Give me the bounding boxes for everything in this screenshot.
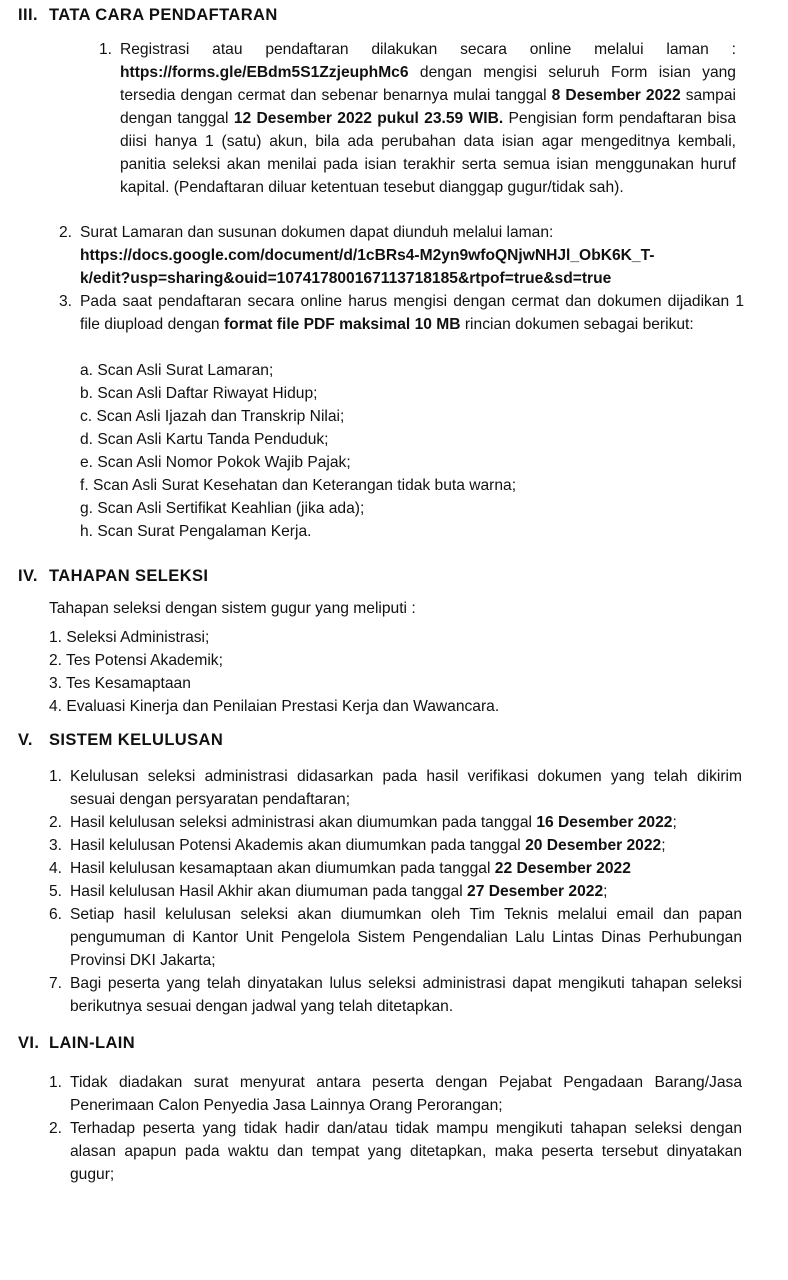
item-text: Pada saat pendaftaran secara online harus mengisi dengan cermat dan dokumen dijadikan 1 file diupload dengan bbox=[80, 293, 744, 333]
document-list-item: e. Scan Asli Nomor Pokok Wajib Pajak; bbox=[80, 454, 351, 471]
item-text: Terhadap peserta yang tidak hadir dan/atau tidak mampu mengikuti tahapan seleksi dengan alasan apapun pada waktu dan tempat yang ditetapkan, maka peserta tersebut dinyatakan gugur; bbox=[70, 1120, 742, 1183]
document-list-item: c. Scan Asli Ijazah dan Transkrip Nilai; bbox=[80, 408, 345, 425]
document-list-item: g. Scan Asli Sertifikat Keahlian (jika ada); bbox=[80, 500, 365, 517]
item-text: Surat Lamaran dan susunan dokumen dapat diunduh melalui laman: bbox=[80, 224, 554, 241]
item-text: Kelulusan seleksi administrasi didasarkan pada hasil verifikasi dokumen yang telah dikirim sesuai dengan persyaratan pendaftaran; bbox=[70, 768, 742, 808]
section-heading-iv bbox=[18, 567, 208, 586]
document-template-link-line2[interactable]: k/edit?usp=sharing&ouid=107417800167113718185&rtpof=true&sd=true bbox=[80, 270, 612, 287]
item-marker: 3. bbox=[49, 837, 63, 854]
document-list-item: d. Scan Asli Kartu Tanda Penduduk; bbox=[80, 431, 329, 448]
graduation-item-6 bbox=[49, 903, 742, 972]
section-title: TATA CARA PENDAFTARAN bbox=[49, 6, 278, 24]
registration-item-1 bbox=[99, 38, 737, 199]
document-list-item: b. Scan Asli Daftar Riwayat Hidup; bbox=[80, 385, 318, 402]
registration-form-link[interactable]: https://forms.gle/EBdm5S1ZzjeuphMc6 bbox=[120, 64, 409, 81]
item-marker: 1. bbox=[99, 41, 113, 58]
item-marker: 7. bbox=[49, 975, 63, 992]
graduation-item-3 bbox=[49, 834, 750, 857]
item-marker: 4. bbox=[49, 860, 63, 877]
document-list-item: f. Scan Asli Surat Kesehatan dan Keterangan tidak buta warna; bbox=[80, 477, 517, 494]
document-template-link-line1[interactable]: https://docs.google.com/document/d/1cBRs4-M2yn9wfoQNjwNHJl_ObK6K_T- bbox=[80, 247, 655, 264]
graduation-item-1 bbox=[49, 765, 742, 811]
item-text: ; bbox=[603, 883, 608, 900]
item-text: Pengisian form pendaftaran bisa diisi hanya 1 (satu) akun, bila ada perubahan data isian agar mengeditnya kembali, panitia seleksi akan menilai pada isian terakhir serta semua isian menggunakan huruf kapital. (Pendaftaran diluar ketentuan tesebut dianggap gugur/tidak sah). bbox=[120, 110, 737, 196]
start-date: 8 Desember 2022 bbox=[551, 87, 681, 104]
item-marker: 2. bbox=[49, 1120, 63, 1137]
section-title: LAIN-LAIN bbox=[49, 1034, 136, 1052]
item-text: Hasil kelulusan seleksi administrasi akan diumumkan pada tanggal bbox=[70, 814, 537, 831]
item-text: Registrasi atau pendaftaran dilakukan secara online melalui laman : bbox=[120, 41, 736, 58]
document-list-item: h. Scan Surat Pengalaman Kerja. bbox=[80, 523, 312, 540]
item-text: rincian dokumen sebagai berikut: bbox=[460, 316, 694, 333]
item-text: Hasil kelulusan Potensi Akademis akan diumumkan pada tanggal bbox=[70, 837, 526, 854]
section-number: IV. bbox=[18, 567, 38, 585]
announcement-date: 27 Desember 2022 bbox=[467, 883, 604, 900]
item-text: Hasil kelulusan Hasil Akhir akan diumuman pada tanggal bbox=[70, 883, 468, 900]
item-text: ; bbox=[661, 837, 666, 854]
registration-item-2 bbox=[59, 221, 740, 290]
item-text: dengan mengisi seluruh Form isian yang tersedia dengan cermat dan sebenar benarnya mulai tanggal bbox=[120, 64, 736, 104]
graduation-item-7 bbox=[49, 972, 742, 1018]
registration-item-3 bbox=[59, 290, 744, 336]
item-text: Hasil kelulusan kesamaptaan akan diumumkan pada tanggal bbox=[70, 860, 495, 877]
item-text: Bagi peserta yang telah dinyatakan lulus seleksi administrasi dapat mengikuti tahapan seleksi berikutnya sesuai dengan jadwal yang telah ditetapkan. bbox=[70, 975, 742, 1015]
item-text: Tidak diadakan surat menyurat antara peserta dengan Pejabat Pengadaan Barang/Jasa Penerimaan Calon Penyedia Jasa Lainnya Orang Perorangan; bbox=[70, 1074, 742, 1114]
item-marker: 2. bbox=[49, 814, 63, 831]
selection-stage-item: 4. Evaluasi Kinerja dan Penilaian Prestasi Kerja dan Wawancara. bbox=[49, 698, 500, 715]
graduation-item-5 bbox=[49, 880, 750, 903]
item-marker: 6. bbox=[49, 906, 63, 923]
item-text: Setiap hasil kelulusan seleksi akan diumumkan oleh Tim Teknis melalui email dan papan pengumuman di Kantor Unit Pengelola Sistem Pengendalian Lalu Lintas Dinas Perhubungan Provinsi DKI Jakarta; bbox=[70, 906, 742, 969]
section-number: III. bbox=[18, 6, 38, 24]
section-number: VI. bbox=[18, 1034, 40, 1052]
section-number: V. bbox=[18, 731, 33, 749]
item-marker: 2. bbox=[59, 224, 73, 241]
misc-item-2 bbox=[49, 1117, 742, 1186]
item-marker: 3. bbox=[59, 293, 73, 310]
selection-stage-item: 1. Seleksi Administrasi; bbox=[49, 629, 210, 646]
end-date: 12 Desember 2022 pukul 23.59 WIB. bbox=[233, 110, 504, 127]
selection-stage-item: 3. Tes Kesamaptaan bbox=[49, 675, 191, 692]
section-heading-vi bbox=[18, 1034, 135, 1053]
graduation-item-2 bbox=[49, 811, 750, 834]
misc-item-1 bbox=[49, 1071, 742, 1117]
selection-intro: Tahapan seleksi dengan sistem gugur yang meliputi : bbox=[49, 600, 416, 617]
announcement-date: 16 Desember 2022 bbox=[536, 814, 673, 831]
graduation-item-4 bbox=[49, 857, 750, 880]
section-title: SISTEM KELULUSAN bbox=[49, 731, 224, 749]
document-list-item: a. Scan Asli Surat Lamaran; bbox=[80, 362, 274, 379]
announcement-date: 22 Desember 2022 bbox=[494, 860, 631, 877]
selection-stage-item: 2. Tes Potensi Akademik; bbox=[49, 652, 223, 669]
file-format-requirement: format file PDF maksimal 10 MB bbox=[223, 316, 461, 333]
section-heading-iii bbox=[18, 6, 278, 25]
announcement-date: 20 Desember 2022 bbox=[525, 837, 662, 854]
item-marker: 1. bbox=[49, 1074, 63, 1091]
section-title: TAHAPAN SELEKSI bbox=[49, 567, 209, 585]
section-heading-v bbox=[18, 731, 223, 750]
item-marker: 1. bbox=[49, 768, 63, 785]
item-text: ; bbox=[672, 814, 677, 831]
item-marker: 5. bbox=[49, 883, 63, 900]
item-text: sampai dengan tanggal bbox=[120, 87, 736, 127]
